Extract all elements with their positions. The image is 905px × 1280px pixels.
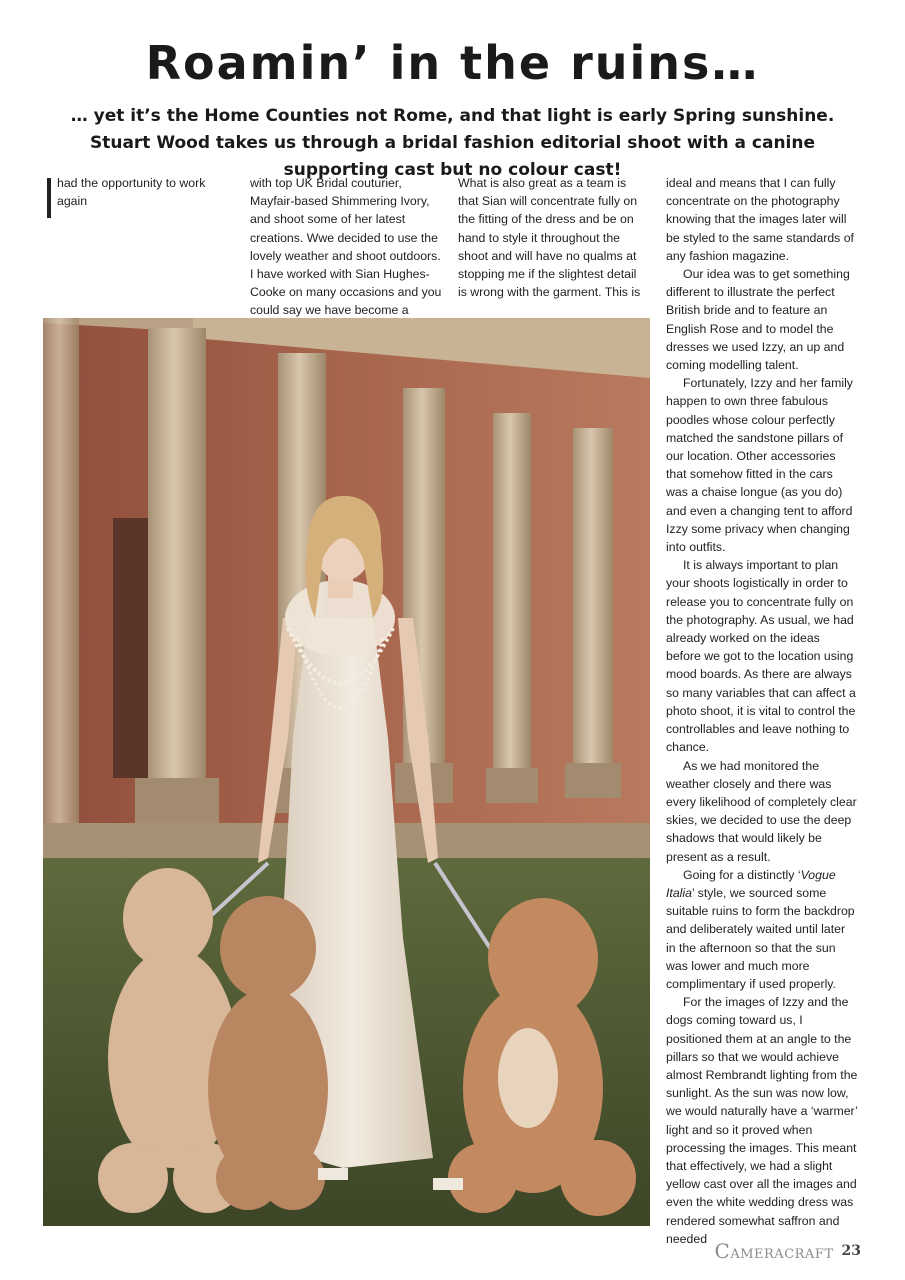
body-column-4	[666, 174, 858, 1248]
body-column-1	[43, 174, 233, 218]
body-paragraph-1: had the opportunity to work again	[57, 176, 206, 209]
body-column-3	[458, 174, 648, 301]
body-paragraph-1-cont: What is also great as a team is that Sian will concentrate fully on the fitting of the dress and be on hand to style it throughout the shoot and will have no qualms at stopping me if the slightest detail is wrong with the garment. This is	[458, 176, 641, 300]
body-paragraph-1-cont: with top UK Bridal couturier, Mayfair-based Shimmering Ivory, and shoot some of her latest creations. Wwe decided to use the lovely weather and shoot outdoors. I have worked with Sian Hughes-Cooke on many occasions and you could say we have become a	[250, 176, 442, 318]
page-number: 23	[841, 1243, 861, 1259]
page-footer	[715, 1240, 861, 1262]
body-paragraph-2: Our idea was to get something different to illustrate the perfect British bride and to feature an English Rose and to model the dresses we used Izzy, an up and coming modelling talent.	[666, 267, 850, 373]
body-paragraph-3: Fortunately, Izzy and her family happen to own three fabulous poodles whose colour perfectly matched the sandstone pillars of our location. Other accessories that somehow fitted in the cars was a chaise longue (as you do) and even a changing tent to afford Izzy some privacy when changing into outfits.	[666, 376, 853, 555]
feature-photo-bride-with-poodles	[43, 318, 650, 1226]
body-paragraph-5: As we had monitored the weather closely and there was every likelihood of completely clear skies, we decided to use the deep shadows that would likely be present as a result.	[666, 758, 857, 864]
drop-cap-bar	[47, 178, 51, 218]
vogue-italia-italic: Vogue Italia	[666, 867, 836, 900]
poodle-middle	[208, 896, 328, 1210]
cameracraft-logo: CAMERACRAFT	[714, 1239, 834, 1263]
body-paragraph-6: Going for a distinctly ‘Vogue Italia’ style, we sourced some suitable ruins to form the backdrop and deliberately waited until later in the afternoon so that the sun was lower and much more complimentary if used properly.	[666, 867, 855, 991]
body-paragraph-7: For the images of Izzy and the dogs coming toward us, I positioned them at an angle to the pillars so that we would achieve almost Rembrandt lighting from the sunlight. As the sun was now low, we would naturally have a ‘warmer’ light and so it proved when processing the images. This meant that effectively, we had a slight yellow cast over all the images and even the white wedding dress was rendered somewhat saffron and needed	[666, 995, 858, 1246]
body-paragraph-1-cont: ideal and means that I can fully concentrate on the photography knowing that the images later will be styled to the same standards of any fashion magazine.	[666, 176, 854, 263]
body-paragraph-4: It is always important to plan your shoots logistically in order to release you to concentrate fully on the photography. As usual, we had already worked on the ideas before we got to the location using mood boards. As there are always so many variables that can affect a photo shoot, it is vital to control the controllables and leave nothing to chance.	[666, 558, 856, 755]
article-standfirst: … yet it’s the Home Counties not Rome, and that light is early Spring sunshine. Stuart Wood takes us through a bridal fashion editorial shoot with a canine supporting cast but no colour cast!	[70, 106, 835, 180]
article-title: Roamin’ in the ruins…	[145, 36, 760, 90]
